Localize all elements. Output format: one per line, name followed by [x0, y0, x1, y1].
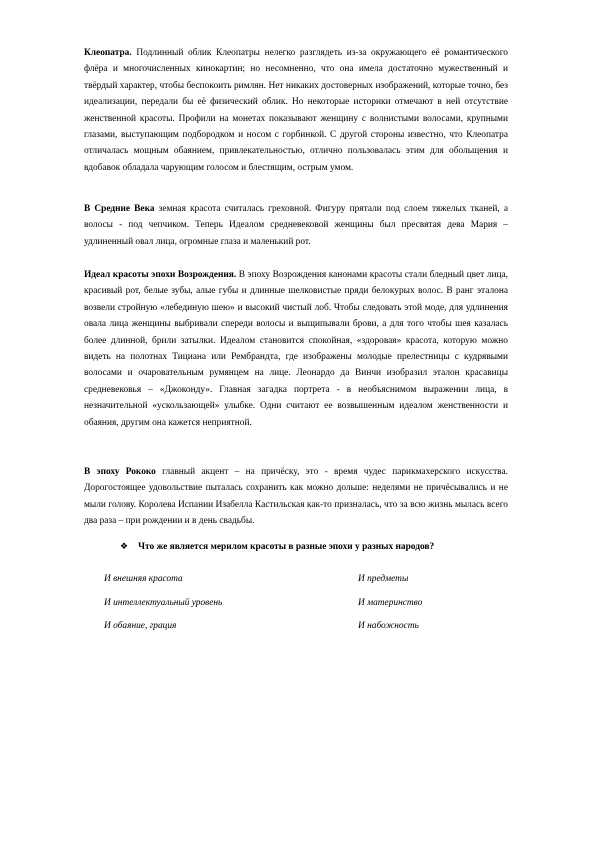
paragraph-cleopatra [84, 45, 508, 176]
option-item: И набожность [358, 621, 419, 631]
paragraph-text: В эпоху Возрождения канонами красоты стали бледный цвет лица, красивый рот, белые зубы, алые губы и длинные шелковистые пряди белокурых волос. В ранг эталона возвели стройную «лебединую шею» и высокий чистый лоб. Чтобы следовать этой моде, для удлинения овала лица женщины выбривали спереди волосы и выщипывали брови, а для того чтобы шея казалась более длинной, брили затылки. Идеалом становится спокойная, «здоровая» красота, которую можно видеть на полотнах Тициана или Рембрандта, где изображены молодые прелестницы с кудрявыми волосами и очаровательным румянцем на лице. Леонардо да Винчи изобразил эталон красавицы средневековья – «Джоконду». Главная загадка портрета - в необъяснимом выражении лица, в незначительной «ускользающей» улыбке. Одни считают ее возвышенным идеалом женственности и обаяния, другим она кажется неприятной. [84, 270, 508, 428]
option-item: И интеллектуальный уровень [104, 598, 223, 608]
question-text: Что же является мерилом красоты в разные эпохи у разных народов? [138, 542, 435, 552]
paragraph-text: главный акцент – на причёску, это - время чудес парикмахерского искусства. Дорогостоящее удовольствие пыталась сохранить как можно дольше: неделями не причёсывались и не мыли голову. Королева Испании Изабелла Кастильская как-то призналась, что за всю жизнь мылась всего два раза – при рождении и в день свадьбы. [84, 467, 508, 527]
paragraph-lead: В эпоху Рококо [84, 467, 156, 477]
paragraph-lead: Клеопатра. [84, 48, 132, 58]
paragraph-middle-ages [84, 201, 508, 250]
paragraph-renaissance [84, 267, 508, 431]
option-item: И обаяние, грация [104, 621, 177, 631]
option-item: И материнство [358, 598, 423, 608]
paragraph-lead: Идеал красоты эпохи Возрождения. [84, 270, 237, 280]
paragraph-text: земная красота считалась греховной. Фигуру прятали под слоем тяжелых тканей, а волосы - под чепчиком. Теперь Идеалом средневековой женщины был пресвятая дева Мария – удлиненный овал лица, огромные глаза и маленький рот. [84, 204, 508, 247]
question-line [120, 540, 520, 554]
option-item: И внешняя красота [104, 574, 183, 584]
diamond-bullet-icon: ❖ [120, 542, 129, 552]
paragraph-lead: В Средние Века [84, 204, 155, 214]
option-item: И предметы [358, 574, 409, 584]
paragraph-rococo [84, 464, 508, 530]
paragraph-text: Подлинный облик Клеопатры нелегко разглядеть из-за окружающего её романтического флёра и многочисленных кинокартин; но несомненно, что она имела достаточно мужественный и твёрдый характер, чтобы беспокоить римлян. Нет никаких достоверных изображений, которые точно, без идеализации, передали бы её физический облик. Но некоторые историки отмечают в ней отсутствие женственной красоты. Профили на монетах показывают женщину с волнистыми волосами, крупными глазами, выступающим подбородком и носом с горбинкой. С другой стороны известно, что Клеопатра отличалась мощным обаянием, привлекательностью, отлично пользовалась этим для обольщения и вдобавок обладала чарующим голосом и блестящим, острым умом. [84, 48, 508, 173]
